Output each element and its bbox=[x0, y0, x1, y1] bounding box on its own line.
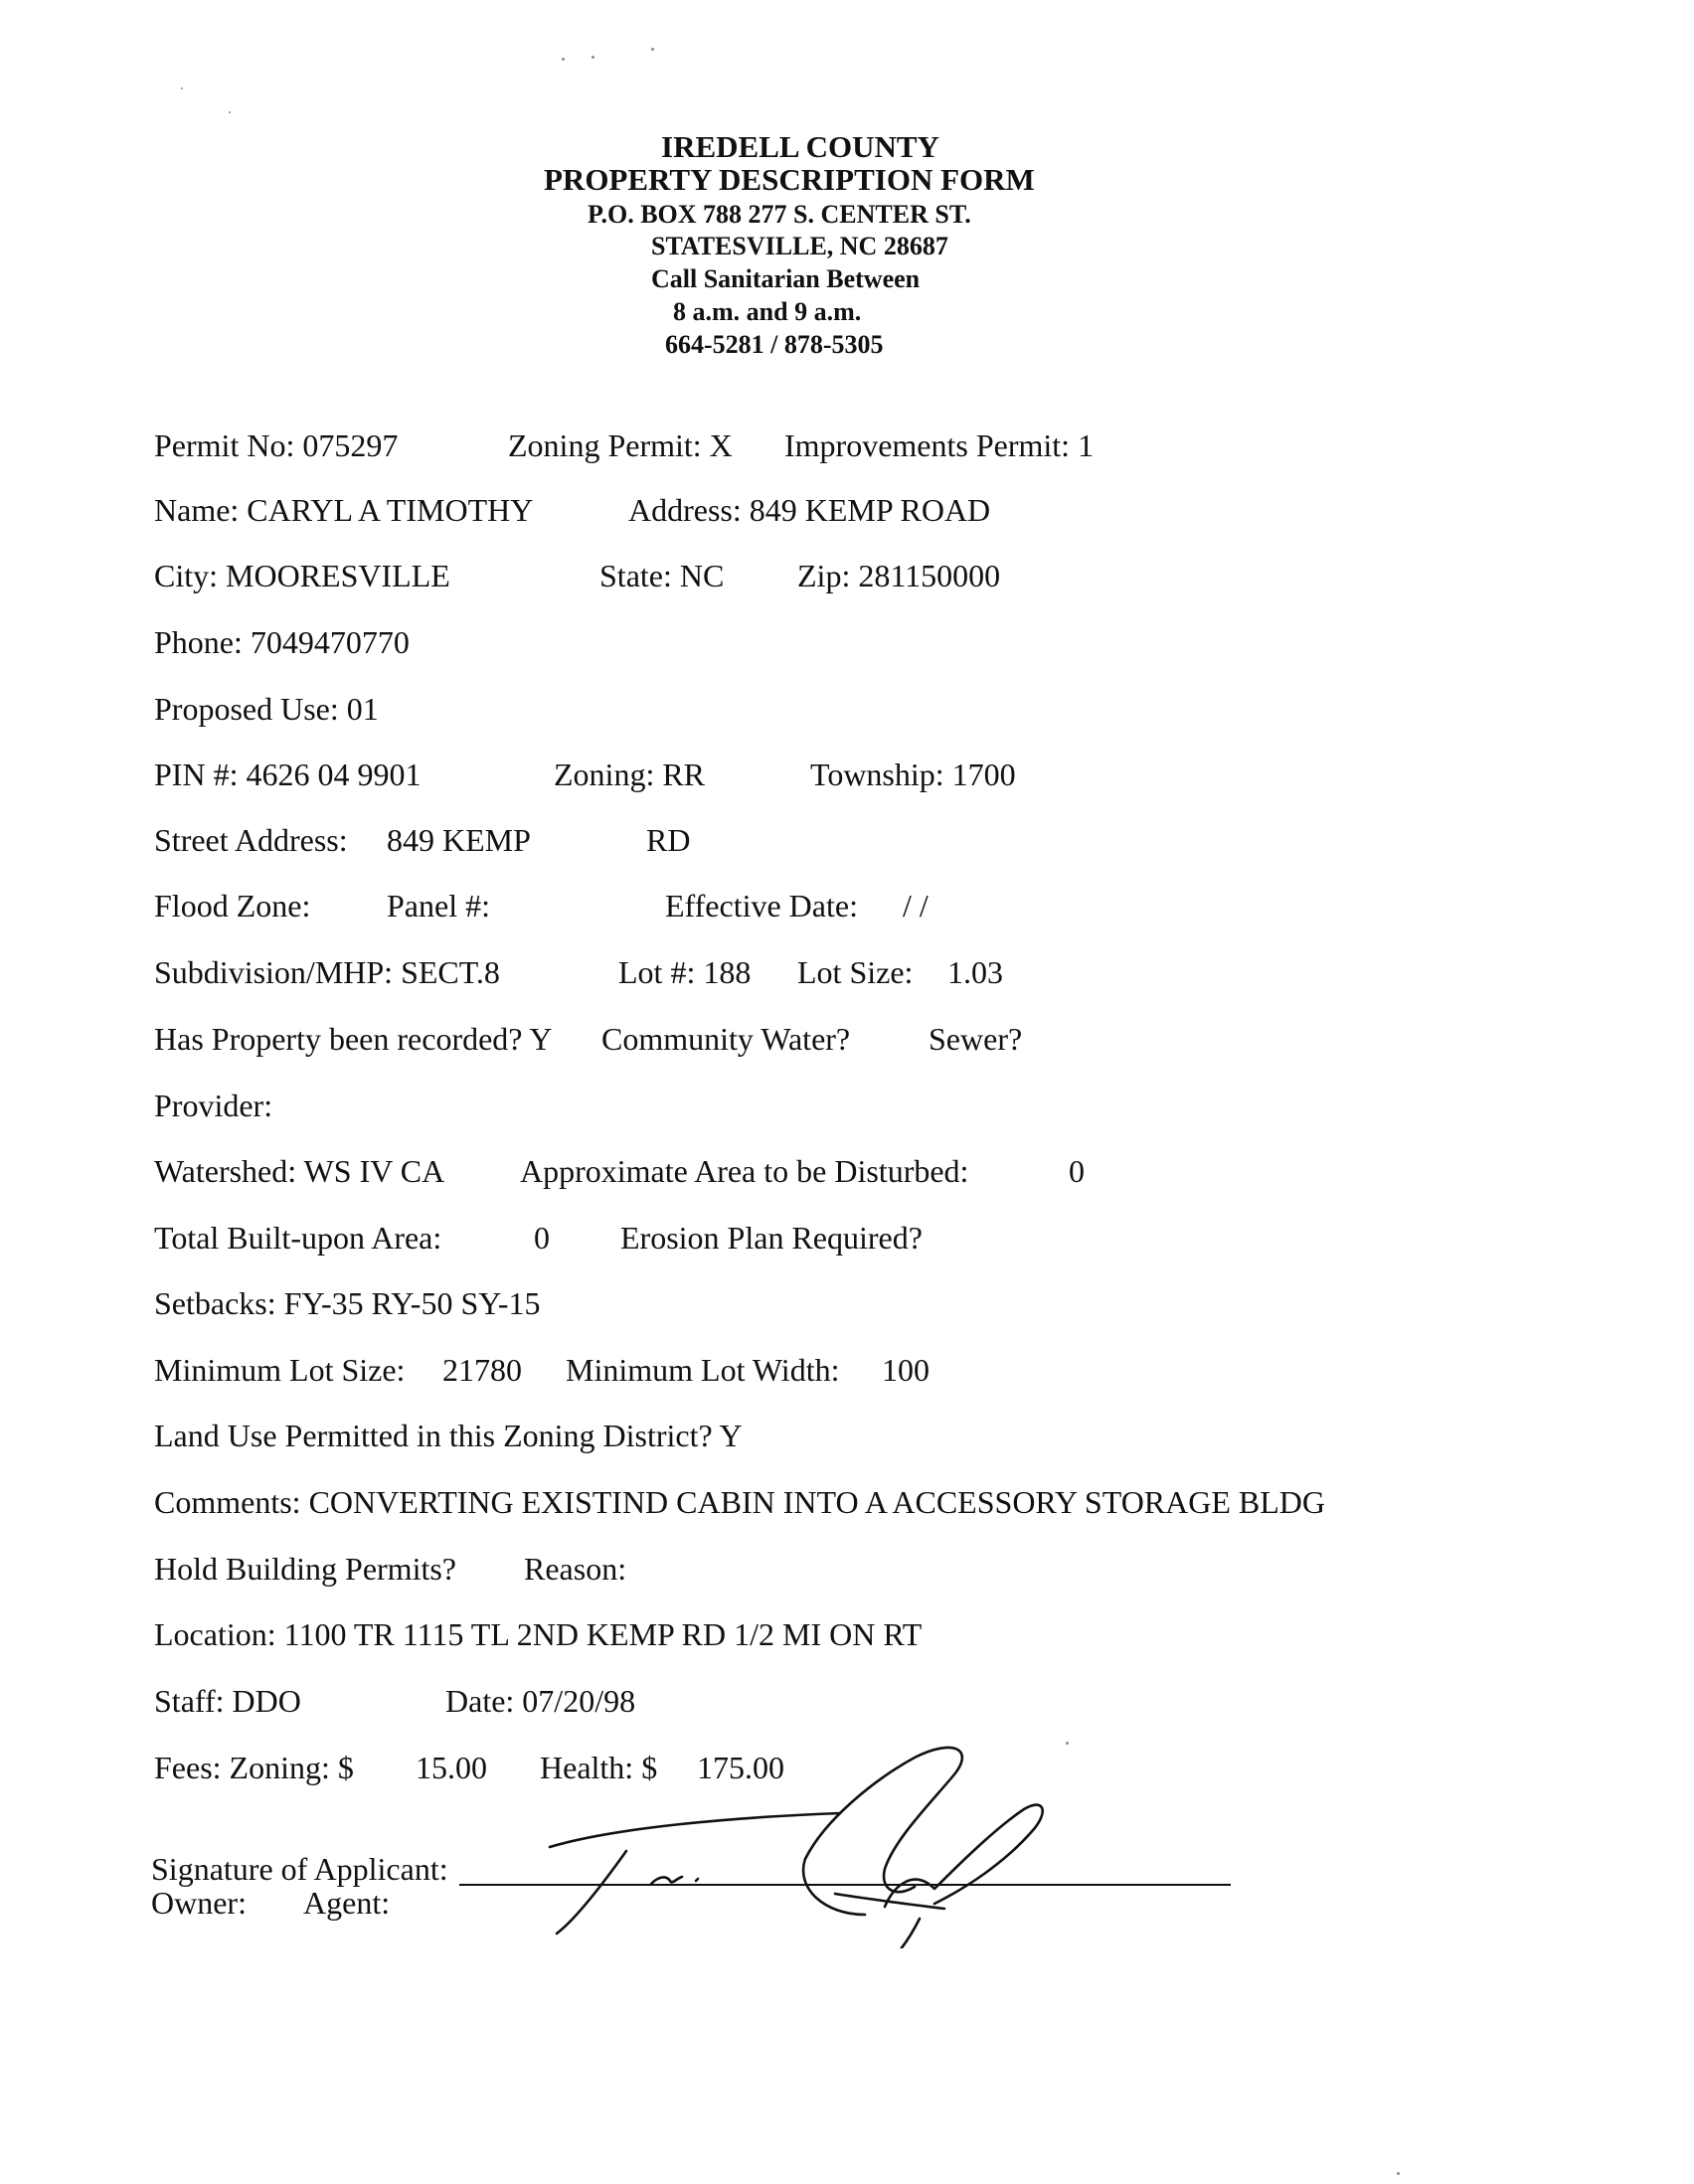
area-disturbed-label: Approximate Area to be Disturbed: bbox=[520, 1153, 969, 1189]
header-city: STATESVILLE, NC 28687 bbox=[651, 232, 948, 260]
street-address-suffix: RD bbox=[646, 822, 691, 858]
header-phones: 664-5281 / 878-5305 bbox=[665, 330, 884, 359]
property-recorded: Has Property been recorded? Y bbox=[154, 1021, 553, 1057]
header-address: P.O. BOX 788 277 S. CENTER ST. bbox=[588, 200, 971, 229]
permit-no: Permit No: 075297 bbox=[154, 427, 399, 463]
built-upon-area-value: 0 bbox=[534, 1220, 550, 1256]
min-lot-width-value: 100 bbox=[882, 1352, 930, 1388]
fees-health-label: Health: $ bbox=[540, 1750, 658, 1785]
agent-label: Agent: bbox=[303, 1885, 391, 1921]
min-lot-size-value: 21780 bbox=[442, 1352, 522, 1388]
watershed: Watershed: WS IV CA bbox=[154, 1153, 445, 1189]
street-address-label: Street Address: bbox=[154, 822, 348, 858]
state: State: NC bbox=[599, 558, 725, 593]
street-address-number: 849 KEMP bbox=[387, 822, 531, 858]
applicant-address: Address: 849 KEMP ROAD bbox=[628, 492, 991, 528]
provider: Provider: bbox=[154, 1088, 273, 1123]
lot-size-value: 1.03 bbox=[947, 954, 1003, 990]
land-use-permitted: Land Use Permitted in this Zoning District? Y bbox=[154, 1418, 743, 1453]
date: Date: 07/20/98 bbox=[445, 1683, 636, 1719]
applicant-name: Name: CARYL A TIMOTHY bbox=[154, 492, 534, 528]
phone: Phone: 7049470770 bbox=[154, 624, 410, 660]
subdivision: Subdivision/MHP: SECT.8 bbox=[154, 954, 500, 990]
signature-label: Signature of Applicant: bbox=[151, 1851, 448, 1887]
hold-building-permits: Hold Building Permits? bbox=[154, 1551, 456, 1587]
panel-number: Panel #: bbox=[387, 888, 490, 924]
effective-date-value: / / bbox=[903, 888, 929, 924]
min-lot-size-label: Minimum Lot Size: bbox=[154, 1352, 406, 1388]
built-upon-area-label: Total Built-upon Area: bbox=[154, 1220, 442, 1256]
scan-speck bbox=[229, 111, 231, 113]
comments: Comments: CONVERTING EXISTIND CABIN INTO A ACCESSORY STORAGE BLDG bbox=[154, 1484, 1326, 1520]
city: City: MOORESVILLE bbox=[154, 558, 450, 593]
scan-speck bbox=[562, 58, 565, 61]
flood-zone: Flood Zone: bbox=[154, 888, 311, 924]
scan-speck bbox=[1066, 1742, 1069, 1745]
fees-health-value: 175.00 bbox=[697, 1750, 784, 1785]
area-disturbed-value: 0 bbox=[1069, 1153, 1085, 1189]
scan-speck bbox=[592, 56, 594, 59]
applicant-signature bbox=[537, 1720, 1094, 1948]
pin: PIN #: 4626 04 9901 bbox=[154, 756, 422, 792]
location: Location: 1100 TR 1115 TL 2ND KEMP RD 1/2 MI ON RT bbox=[154, 1616, 923, 1652]
form-title: PROPERTY DESCRIPTION FORM bbox=[544, 162, 1035, 197]
zip: Zip: 281150000 bbox=[797, 558, 1001, 593]
erosion-plan: Erosion Plan Required? bbox=[620, 1220, 923, 1256]
setbacks: Setbacks: FY-35 RY-50 SY-15 bbox=[154, 1285, 541, 1321]
fees-zoning-label: Fees: Zoning: $ bbox=[154, 1750, 354, 1785]
fees-zoning-value: 15.00 bbox=[416, 1750, 487, 1785]
header-call: Call Sanitarian Between bbox=[651, 264, 921, 293]
zoning: Zoning: RR bbox=[554, 756, 706, 792]
township: Township: 1700 bbox=[810, 756, 1016, 792]
scan-speck bbox=[1397, 2172, 1400, 2175]
scan-speck bbox=[651, 48, 654, 51]
lot-size-label: Lot Size: bbox=[797, 954, 914, 990]
effective-date-label: Effective Date: bbox=[665, 888, 858, 924]
min-lot-width-label: Minimum Lot Width: bbox=[566, 1352, 840, 1388]
owner-label: Owner: bbox=[151, 1885, 247, 1921]
community-water: Community Water? bbox=[601, 1021, 851, 1057]
lot-number: Lot #: 188 bbox=[618, 954, 752, 990]
county-title: IREDELL COUNTY bbox=[661, 129, 939, 164]
sewer: Sewer? bbox=[929, 1021, 1023, 1057]
proposed-use: Proposed Use: 01 bbox=[154, 691, 379, 727]
zoning-permit: Zoning Permit: X bbox=[508, 427, 733, 463]
reason: Reason: bbox=[524, 1551, 627, 1587]
scan-speck bbox=[181, 87, 183, 89]
improvements-permit: Improvements Permit: 1 bbox=[784, 427, 1095, 463]
staff: Staff: DDO bbox=[154, 1683, 301, 1719]
header-hours: 8 a.m. and 9 a.m. bbox=[673, 297, 862, 326]
